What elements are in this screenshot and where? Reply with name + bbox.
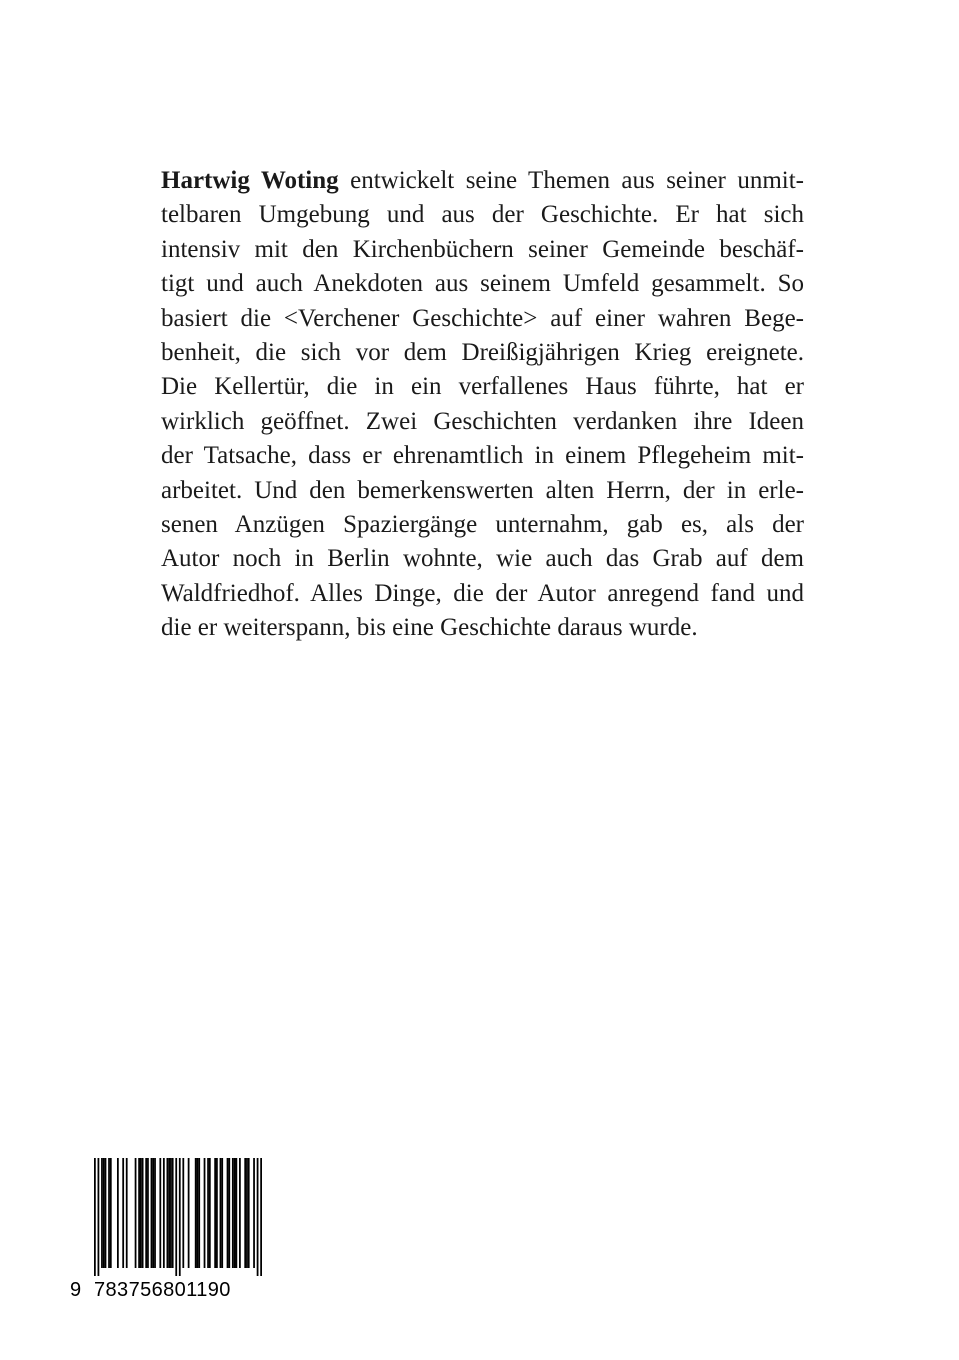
blurb-line [161,164,804,198]
barcode-guard-bar [94,1158,96,1276]
barcode-bar [235,1158,237,1268]
barcode-bar [204,1158,206,1268]
barcode-guard-bar [260,1158,262,1276]
barcode-bar [182,1158,184,1268]
barcode-bar [207,1158,209,1268]
barcode-bar [234,1158,236,1268]
barcode-bar [246,1158,248,1268]
barcode-bar [172,1158,174,1268]
barcode-bar [152,1158,154,1268]
blurb-line: tigt und auch Anekdoten aus seinem Umfeld gesammelt. So [161,270,804,298]
isbn-number [70,1276,266,1304]
blurb-line: Die Kellertür, die in ein verfallenes Haus führte, hat er [161,373,804,401]
barcode-bar [105,1158,107,1268]
barcode-bar [197,1158,199,1268]
isbn-first-digit: 9 [70,1279,82,1301]
barcode-bar [227,1158,229,1268]
barcode-bar [198,1158,200,1268]
barcode-bar [145,1158,147,1268]
blurb-line: arbeitet. Und den bemerkenswerten alten Herrn, der in erle- [161,476,804,504]
barcode-guard-bar [179,1158,181,1276]
barcode-bar [168,1158,170,1268]
blurb-line-text: entwickelt seine Themen aus seiner unmit- [338,167,804,194]
barcode-bar [214,1158,216,1268]
barcode-guard-bar [98,1158,100,1276]
blurb-line: basiert die <Verchener Geschichte> auf einer wahren Bege- [161,304,804,332]
back-cover-blurb [161,164,804,645]
barcode-bar [154,1158,156,1268]
blurb-line: benheit, die sich vor dem Dreißigjährigen Krieg ereignete. [161,338,804,366]
barcode-bar [101,1158,103,1268]
barcode-bar [117,1158,119,1268]
barcode-bar [108,1158,110,1268]
barcode-bar [126,1158,128,1268]
barcode-bar [188,1158,190,1268]
blurb-line: Autor noch in Berlin wohnte, wie auch das Grab auf dem [161,545,804,573]
barcode-guard-bar [257,1158,259,1276]
blurb-line: senen Anzügen Spaziergänge unternahm, gab es, als der [161,510,804,538]
barcode-bar [110,1158,112,1268]
barcode-bar [216,1158,218,1268]
barcode-bar [248,1158,250,1268]
barcode-bar [244,1158,246,1268]
author-name: Hartwig Woting [161,167,339,194]
barcode-bar [167,1158,169,1268]
barcode-bar [122,1158,124,1268]
blurb-line: intensiv mit den Kirchenbüchern seiner Gemeinde beschäf- [161,235,804,263]
barcode-bar [195,1158,197,1268]
blurb-line: Waldfriedhof. Alles Dinge, die der Autor anregend fand und [161,579,804,607]
barcode-bar [239,1158,241,1268]
barcode-bar [253,1158,255,1268]
barcode-bar [135,1158,137,1268]
barcode-bar [142,1158,144,1268]
barcode-bar [221,1158,223,1268]
barcode-guard-bar [175,1158,177,1276]
barcode-bar [209,1158,211,1268]
blurb-line: der Tatsache, dass er ehrenamtlich in einem Pflegeheim mit- [161,442,804,470]
isbn-digits: 783756801190 [94,1279,231,1301]
barcode-bar [159,1158,161,1268]
barcode-bar [140,1158,142,1268]
barcode-bar [151,1158,153,1268]
barcode-bar [147,1158,149,1268]
barcode-bar [220,1158,222,1268]
blurb-line: wirklich geöffnet. Zwei Geschichten verdanken ihre Ideen [161,407,804,435]
barcode-bars [94,1158,262,1276]
barcode-bar [232,1158,234,1268]
blurb-line: die er weiterspann, bis eine Geschichte daraus wurde. [161,614,698,642]
barcode-bar [163,1158,165,1268]
barcode-bar [138,1158,140,1268]
isbn-barcode [70,1158,266,1308]
barcode-bar [170,1158,172,1268]
barcode-bar [103,1158,105,1268]
blurb-line: telbaren Umgebung und aus der Geschichte. Er hat sich [161,201,804,229]
barcode-bar [228,1158,230,1268]
